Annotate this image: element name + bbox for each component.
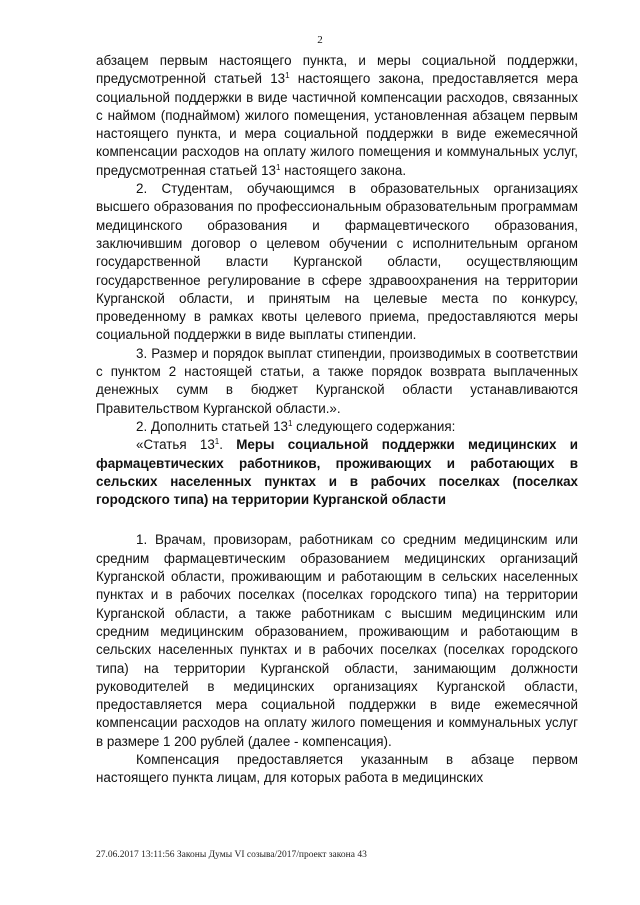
paragraph-item-3: 3. Размер и порядок выплат стипендии, производимых в соответствии с пунктом 2 настоящей статьи, а также порядок возврата выплаченных денежных сумм в бюджет Курганской области устанавливаются Правительством Курганской области.». (96, 345, 578, 416)
text-run: 2. Дополнить статьей 13 (136, 418, 288, 434)
paragraph-item-2: 2. Студентам, обучающимся в образовательных организациях высшего образования по профессиональным образовательным программам медицинского образования и фармацевтического образования, заключившим договор о целевом обучении с исполнительным органом государственной власти Курганской области, осуществляющим государственное регулирование в сфере здравоохранения на территории Курганской области, и принятым на целевые места по конкурсу, проведенному в рамках квоты целевого приема, предоставляются меры социальной поддержки в виде выплаты стипендии. (96, 181, 578, 343)
page-number: 2 (317, 34, 323, 46)
text-run: следующего содержания: (292, 418, 456, 434)
paragraph-amendment-2 (96, 418, 578, 436)
text-run: «Статья 13 (136, 437, 215, 453)
superscript: 1 (275, 162, 281, 172)
article-item-1-continuation: Компенсация предоставляется указанным в абзаце первом настоящего пункта лицам, для которых работа в медицинских (96, 751, 578, 786)
superscript: 1 (285, 71, 290, 81)
superscript: 1 (214, 437, 220, 447)
superscript: 1 (287, 418, 293, 428)
document-footer: 27.06.2017 13:11:56 Законы Думы VI созыва/2017/проект закона 43 (96, 850, 367, 860)
text-run: настоящего закона. (280, 162, 407, 178)
article-title: Меры социальной поддержки медицинских и фармацевтических работников, проживающих и работающих в сельских населенных пунктах и в рабочих поселках (поселках городского типа) на территории Курганской области (96, 437, 578, 508)
paragraph-continuation (96, 52, 578, 180)
text-run: . (219, 437, 237, 453)
article-heading (96, 436, 578, 509)
document-body (96, 52, 578, 788)
text-run: настоящего закона, предоставляется мера социальной поддержки в виде частичной компенсации расходов, связанных с наймом (поднаймом) жилого помещения, установленная абзацем первым настоящего пункта, и мера социальной поддержки в виде ежемесячной компенсации расходов на оплату жилого помещения и коммунальных услуг, предусмотренная статьей 13 (96, 71, 578, 178)
spacer (96, 509, 578, 531)
text-run: абзацем первым настоящего пункта, и меры социальной поддержки, предусмотренной статьей 13 (96, 53, 578, 87)
article-item-1: 1. Врачам, провизорам, работникам со средним медицинским или средним фармацевтическим образованием медицинских организаций Курганской области, проживающим и работающим в сельских населенных пунктах и в рабочих поселках (поселках городского типа) на территории Курганской области, а также работникам с высшим медицинским или средним медицинским образованием, проживающим и работающим в сельских населенных пунктах и в рабочих поселках (поселках городского типа) на территории Курганской области, занимающим должности руководителей в медицинских организациях Курганской области, предоставляется мера социальной поддержки в виде ежемесячной компенсации расходов на оплату жилого помещения и коммунальных услуг в размере 1 200 рублей (далее - компенсация). (96, 532, 578, 749)
